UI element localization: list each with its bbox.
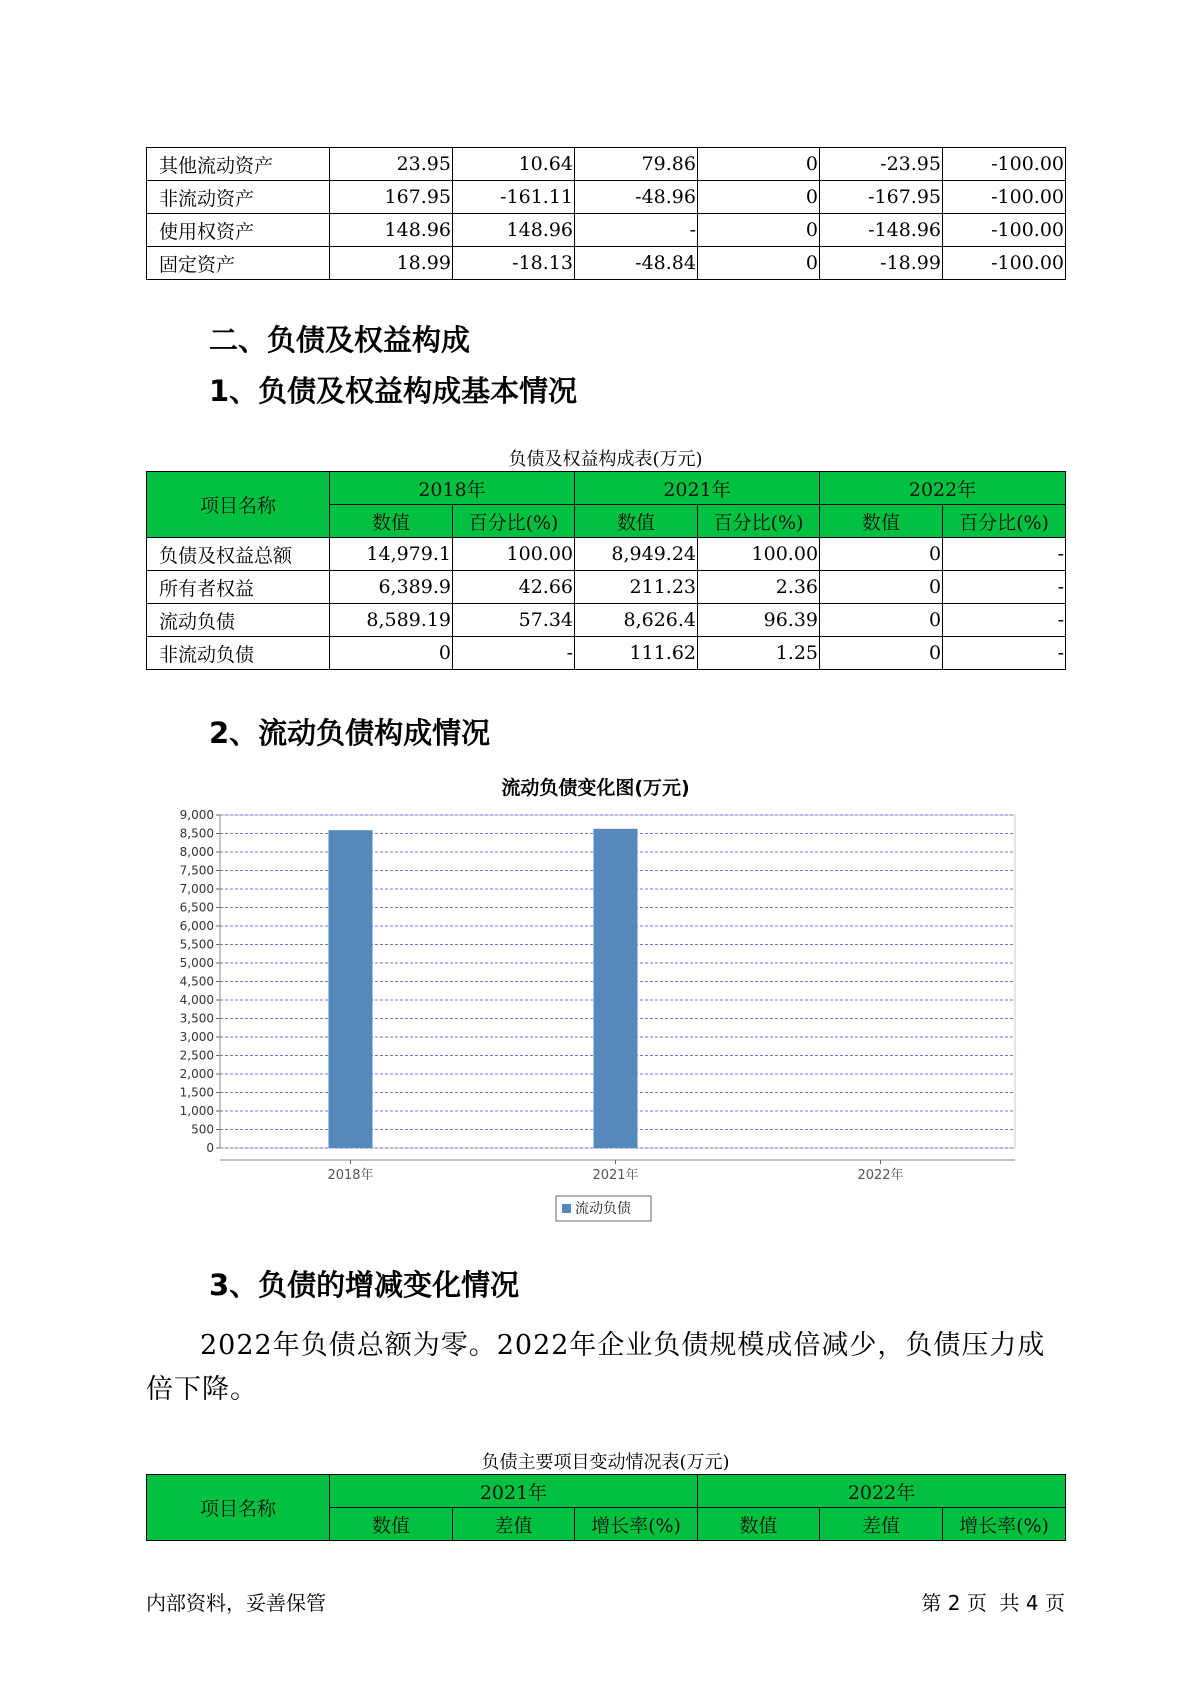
legend-label: 流动负债 (575, 1201, 631, 1217)
bar (594, 829, 638, 1148)
table-cell: -167.95 (820, 181, 943, 214)
table-cell: 0 (698, 148, 820, 181)
table-cell: 8,949.24 (575, 538, 698, 571)
table-cell: 8,589.19 (330, 604, 453, 637)
equity-table (146, 471, 1066, 670)
table-cell: 0 (820, 604, 943, 637)
table-cell: - (943, 538, 1066, 571)
y-tick-label: 8,000 (179, 845, 214, 859)
growth-col-header: 增长率(%) (943, 1508, 1066, 1541)
table-row (147, 247, 1066, 280)
table-cell: 100.00 (698, 538, 820, 571)
table-cell: 0 (698, 181, 820, 214)
table-cell: -48.96 (575, 181, 698, 214)
table-cell: 100.00 (453, 538, 575, 571)
y-tick-label: 4,000 (179, 993, 214, 1007)
table-cell: 148.96 (453, 214, 575, 247)
value-col-header: 数值 (698, 1508, 820, 1541)
y-tick-label: 3,000 (179, 1030, 214, 1044)
y-tick-label: 7,000 (179, 882, 214, 896)
table-row (147, 604, 1066, 637)
row-label: 非流动负债 (147, 637, 330, 670)
table-cell: -100.00 (943, 214, 1066, 247)
table-cell: 148.96 (330, 214, 453, 247)
row-label: 其他流动资产 (147, 148, 330, 181)
subsection-heading-1: 1、负债及权益构成基本情况 (209, 374, 578, 408)
value-col-header: 数值 (330, 1508, 453, 1541)
table-row (147, 181, 1066, 214)
y-tick-label: 500 (191, 1122, 214, 1137)
table-row (147, 214, 1066, 247)
row-label: 流动负债 (147, 604, 330, 637)
table-cell: -100.00 (943, 181, 1066, 214)
table-cell: - (575, 214, 698, 247)
table-cell: 0 (698, 214, 820, 247)
table-cell: 42.66 (453, 571, 575, 604)
table-cell: -18.99 (820, 247, 943, 280)
table-cell: 211.23 (575, 571, 698, 604)
footer-confidential: 内部资料，妥善保管 (146, 1591, 326, 1615)
table-cell: 111.62 (575, 637, 698, 670)
table-cell: 2.36 (698, 571, 820, 604)
table-cell: -18.13 (453, 247, 575, 280)
y-tick-label: 6,000 (179, 919, 214, 933)
row-label: 所有者权益 (147, 571, 330, 604)
summary-paragraph: 2022年负债总额为零。2022年企业负债规模成倍减少，负债压力成倍下降。 (146, 1330, 1046, 1405)
y-tick-label: 9,000 (179, 808, 214, 822)
table-cell: -48.84 (575, 247, 698, 280)
footer-page-number: 第 2 页 共 4 页 (921, 1591, 1065, 1615)
table-cell: 1.25 (698, 637, 820, 670)
table-cell: - (943, 637, 1066, 670)
table-cell: -148.96 (820, 214, 943, 247)
table-row (147, 571, 1066, 604)
y-tick-label: 4,500 (179, 974, 214, 989)
y-tick-label: 3,500 (179, 1011, 214, 1026)
table-cell: - (453, 637, 575, 670)
table-cell: 0 (820, 571, 943, 604)
pct-col-header: 百分比(%) (943, 505, 1066, 538)
pct-col-header: 百分比(%) (698, 505, 820, 538)
table-cell: 6,389.9 (330, 571, 453, 604)
table-cell: 0 (330, 637, 453, 670)
table-cell: 23.95 (330, 148, 453, 181)
section-heading: 二、负债及权益构成 (209, 323, 471, 357)
y-tick-label: 2,000 (179, 1067, 214, 1081)
table-cell: 0 (698, 247, 820, 280)
value-col-header: 数值 (330, 505, 453, 538)
y-tick-label: 0 (206, 1141, 214, 1155)
table-row (147, 637, 1066, 670)
y-tick-label: 1,000 (179, 1104, 214, 1118)
table-cell: -100.00 (943, 247, 1066, 280)
change-table (146, 1474, 1066, 1541)
pct-col-header: 百分比(%) (453, 505, 575, 538)
y-tick-label: 8,500 (179, 826, 214, 841)
table-cell: - (943, 571, 1066, 604)
asset-table (146, 147, 1066, 280)
table-cell: - (943, 604, 1066, 637)
y-tick-label: 7,500 (179, 863, 214, 878)
equity-year-header: 2022年 (820, 472, 1066, 505)
x-tick-label: 2022年 (857, 1168, 904, 1183)
table-cell: 57.34 (453, 604, 575, 637)
value-col-header: 数值 (575, 505, 698, 538)
row-label: 固定资产 (147, 247, 330, 280)
table-cell: -161.11 (453, 181, 575, 214)
table-row (147, 538, 1066, 571)
table-cell: 10.64 (453, 148, 575, 181)
table-cell: 96.39 (698, 604, 820, 637)
diff-col-header: 差值 (820, 1508, 943, 1541)
table-cell: 18.99 (330, 247, 453, 280)
equity-name-header: 项目名称 (147, 472, 330, 538)
change-name-header: 项目名称 (147, 1475, 330, 1541)
chart-title: 流动负债变化图(万元) (501, 777, 690, 799)
table-cell: 79.86 (575, 148, 698, 181)
equity-year-header: 2018年 (330, 472, 575, 505)
value-col-header: 数值 (820, 505, 943, 538)
row-label: 非流动资产 (147, 181, 330, 214)
equity-table-caption: 负债及权益构成表(万元) (508, 449, 703, 470)
x-tick-label: 2021年 (592, 1168, 639, 1183)
change-table-caption: 负债主要项目变动情况表(万元) (481, 1452, 730, 1473)
y-tick-label: 2,500 (179, 1048, 214, 1063)
diff-col-header: 差值 (453, 1508, 575, 1541)
y-tick-label: 6,500 (179, 900, 214, 915)
equity-year-header: 2021年 (575, 472, 820, 505)
table-cell: 167.95 (330, 181, 453, 214)
legend-swatch (562, 1204, 571, 1213)
table-cell: -23.95 (820, 148, 943, 181)
table-cell: 14,979.1 (330, 538, 453, 571)
row-label: 使用权资产 (147, 214, 330, 247)
row-label: 负债及权益总额 (147, 538, 330, 571)
table-cell: 0 (820, 637, 943, 670)
table-row (147, 148, 1066, 181)
current-liabilities-chart (0, 800, 1191, 1240)
subsection-heading-2: 2、流动负债构成情况 (209, 716, 491, 750)
table-cell: 0 (820, 538, 943, 571)
change-year-header: 2021年 (330, 1475, 698, 1508)
bar (329, 830, 373, 1148)
y-tick-label: 5,500 (179, 937, 214, 952)
subsection-heading-3: 3、负债的增减变化情况 (209, 1268, 520, 1302)
table-cell: -100.00 (943, 148, 1066, 181)
table-cell: 8,626.4 (575, 604, 698, 637)
growth-col-header: 增长率(%) (575, 1508, 698, 1541)
y-tick-label: 5,000 (179, 956, 214, 970)
x-tick-label: 2018年 (327, 1168, 374, 1183)
change-year-header: 2022年 (698, 1475, 1066, 1508)
y-tick-label: 1,500 (179, 1085, 214, 1100)
